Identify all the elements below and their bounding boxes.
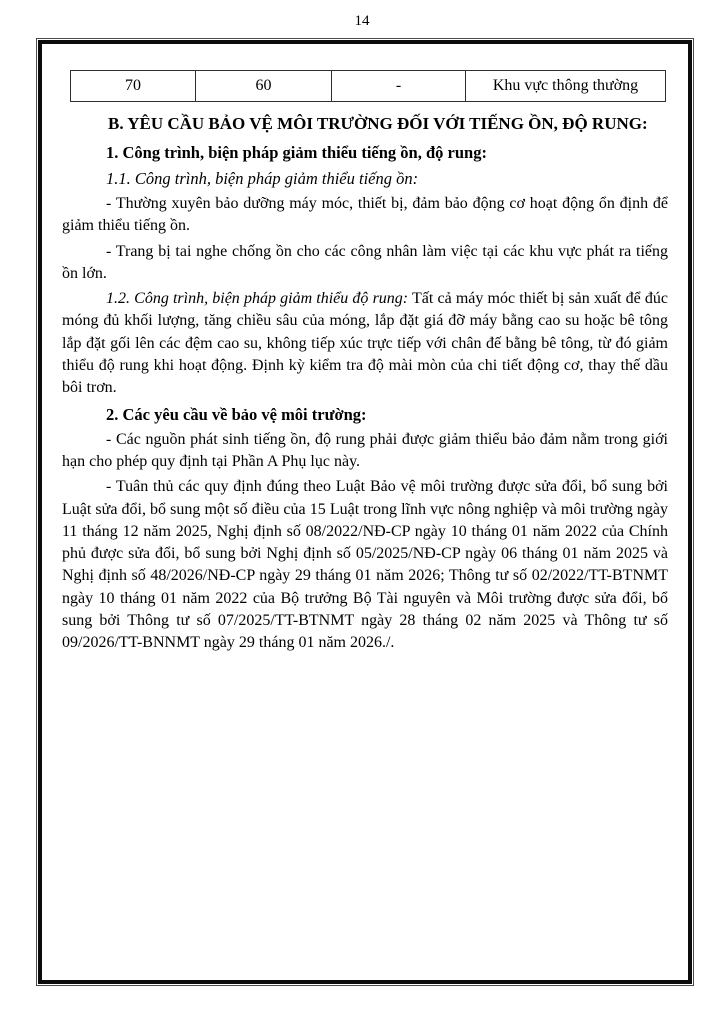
table-cell-limit-night: 60 [196,71,332,102]
paragraph-noise-maintenance: - Thường xuyên bảo dưỡng máy móc, thiết bị, đảm bảo động cơ hoạt động ổn định để giảm thiểu tiếng ồn. [62,195,668,235]
paragraph-ear-protection: - Trang bị tai nghe chống ồn cho các công nhân làm việc tại các khu vực phát ra tiếng ồn lớn. [62,242,668,282]
section-b-heading: B. YÊU CẦU BẢO VỆ MÔI TRƯỜNG ĐỐI VỚI TIẾNG ỒN, ĐỘ RUNG: [108,114,648,133]
paragraph-vibration-measures [62,288,668,399]
document-body [62,111,668,655]
table-row [71,71,666,102]
table-cell-empty: - [332,71,466,102]
item-1-heading: 1. Công trình, biện pháp giảm thiểu tiếng ồn, độ rung: [106,143,487,162]
paragraph-legal-compliance: - Tuân thủ các quy định đúng theo Luật Bảo vệ môi trường được sửa đổi, bổ sung bởi Luật sửa đổi, bổ sung một số điều của 15 Luật trong lĩnh vực nông nghiệp và môi trường ngày 11 tháng 12 năm 2025, Nghị định số 08/2022/NĐ-CP ngày 10 tháng 01 năm 2022 của Chính phủ được sửa đổi, bổ sung bởi Nghị định số 05/2025/NĐ-CP ngày 06 tháng 01 năm 2025 và Nghị định số 48/2026/NĐ-CP ngày 29 tháng 01 năm 2026; Thông tư số 02/2022/TT-BTNMT ngày 10 tháng 01 năm 2022 của Bộ trưởng Bộ Tài nguyên và Môi trường được sửa đổi, bổ sung bởi Thông tư số 07/2025/TT-BTNMT ngày 28 tháng 02 năm 2025 và Thông tư số 09/2026/TT-BNNMT ngày 29 tháng 01 năm 2026./. [62,478,668,652]
paragraph-noise-limits-compliance: - Các nguồn phát sinh tiếng ồn, độ rung phải được giảm thiểu bảo đảm nằm trong giới hạn cho phép quy định tại Phần A Phụ lục này. [62,430,668,470]
page-number: 14 [354,13,370,29]
item-1-2-heading-lead: 1.2. Công trình, biện pháp giảm thiểu độ rung: [106,290,409,308]
item-1-1-heading: 1.1. Công trình, biện pháp giảm thiểu tiếng ồn: [106,169,419,188]
item-1-2-body-text: Tất cả máy móc thiết bị sản xuất để đúc móng đủ khối lượng, tăng chiều sâu của móng, lắp đặt giá đỡ máy bằng cao su hoặc bê tông lắp đặt gối lên các đệm cao su, không tiếp xúc trực tiếp với chân đế bằng bê tông, từ đó giảm thiểu độ rung khi hoạt động. Định kỳ kiểm tra độ mài mòn của chi tiết động cơ, thay thế dầu bôi trơn. [62,290,668,397]
table-cell-limit-day: 70 [71,71,196,102]
item-2-heading: 2. Các yêu cầu về bảo vệ môi trường: [106,404,367,424]
table-cell-area-type: Khu vực thông thường [466,71,666,102]
noise-limit-table [70,70,666,102]
page-border-frame [38,40,692,984]
